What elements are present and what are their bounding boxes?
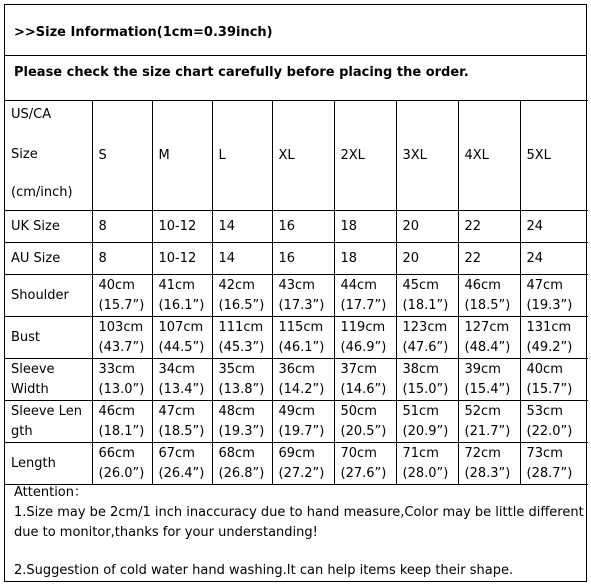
table-cell [396, 317, 458, 359]
cm-value: 127cm [464, 319, 510, 335]
cm-value: 41cm [158, 277, 195, 293]
inch-value: (43.7”) [98, 339, 145, 355]
cm-value: 40cm [526, 361, 563, 377]
row-label: Bust [5, 317, 92, 359]
cm-value: 107cm [158, 319, 204, 335]
row-label-line: Width [11, 381, 49, 397]
inch-value: (18.5”) [464, 297, 511, 313]
table-cell [334, 317, 396, 359]
table-row [5, 317, 588, 359]
table-row [5, 211, 588, 243]
cm-value: 115cm [278, 319, 324, 335]
cm-value: 39cm [464, 361, 501, 377]
unit-label: (cm/inch) [11, 185, 73, 200]
table-cell [458, 359, 520, 401]
cm-value: 45cm [402, 277, 439, 293]
size-2xl: 2XL [334, 101, 396, 211]
inch-value: (17.3”) [278, 297, 325, 313]
table-cell [458, 401, 520, 443]
table-cell [272, 317, 334, 359]
inch-value: (20.5”) [340, 423, 387, 439]
inch-value: (20.9”) [402, 423, 449, 439]
cm-value: 36cm [278, 361, 315, 377]
table-row [5, 359, 588, 401]
table-cell [212, 401, 272, 443]
table-cell [396, 359, 458, 401]
table-cell: 22 [458, 211, 520, 243]
inch-value: (28.7”) [526, 465, 573, 481]
inch-value: (15.7”) [526, 381, 573, 397]
cm-value: 72cm [464, 445, 501, 461]
cm-value: 35cm [218, 361, 255, 377]
table-cell [92, 359, 152, 401]
attention-note-2: 2.Suggestion of cold water hand washing.It can help items keep their shape. [14, 563, 514, 578]
table-cell: 10-12 [152, 211, 212, 243]
size-chart-frame [4, 4, 587, 582]
table-cell [334, 443, 396, 485]
inch-value: (17.7”) [340, 297, 387, 313]
attention-section [14, 483, 584, 581]
inch-value: (26.0”) [98, 465, 145, 481]
inch-value: (27.6”) [340, 465, 387, 481]
table-row [5, 243, 588, 275]
size-header-label [5, 101, 92, 211]
cm-value: 71cm [402, 445, 439, 461]
table-cell [396, 275, 458, 317]
cm-value: 53cm [526, 403, 563, 419]
inch-value: (21.7”) [464, 423, 511, 439]
table-cell [92, 401, 152, 443]
table-cell [272, 275, 334, 317]
size-l: L [212, 101, 272, 211]
size-m: M [152, 101, 212, 211]
inch-value: (19.7”) [278, 423, 325, 439]
cm-value: 68cm [218, 445, 255, 461]
table-cell [396, 443, 458, 485]
inch-value: (47.6”) [402, 339, 449, 355]
table-cell [152, 443, 212, 485]
table-cell [520, 317, 588, 359]
table-cell: 8 [92, 243, 152, 275]
cm-value: 73cm [526, 445, 563, 461]
cm-value: 37cm [340, 361, 377, 377]
size-information-heading: >>Size Information(1cm=0.39inch) [14, 25, 273, 40]
table-cell: 8 [92, 211, 152, 243]
table-cell: 14 [212, 211, 272, 243]
table-cell: 20 [396, 211, 458, 243]
inch-value: (19.3”) [526, 297, 573, 313]
row-label-line: Sleeve [11, 361, 55, 377]
inch-value: (15.7”) [98, 297, 145, 313]
table-cell [458, 317, 520, 359]
row-label [5, 359, 92, 401]
cm-value: 131cm [526, 319, 572, 335]
cm-value: 44cm [340, 277, 377, 293]
inch-value: (18.1”) [402, 297, 449, 313]
inch-value: (44.5”) [158, 339, 205, 355]
cm-value: 103cm [98, 319, 144, 335]
inch-value: (48.4”) [464, 339, 511, 355]
table-cell [212, 317, 272, 359]
table-row [5, 401, 588, 443]
table-cell [212, 359, 272, 401]
cm-value: 42cm [218, 277, 255, 293]
table-cell: 24 [520, 211, 588, 243]
inch-value: (28.0”) [402, 465, 449, 481]
table-row [5, 443, 588, 485]
inch-value: (13.4”) [158, 381, 205, 397]
inch-value: (14.2”) [278, 381, 325, 397]
cm-value: 67cm [158, 445, 195, 461]
table-cell: 24 [520, 243, 588, 275]
check-size-note: Please check the size chart carefully before placing the order. [14, 65, 469, 80]
cm-value: 52cm [464, 403, 501, 419]
row-label-line: gth [11, 423, 33, 439]
cm-value: 69cm [278, 445, 315, 461]
cm-value: 111cm [218, 319, 264, 335]
cm-value: 123cm [402, 319, 448, 335]
table-cell: 22 [458, 243, 520, 275]
row-label: UK Size [5, 211, 92, 243]
attention-title: Attention： [14, 485, 87, 500]
header-divider [5, 55, 586, 56]
cm-value: 34cm [158, 361, 195, 377]
table-cell [334, 359, 396, 401]
cm-value: 66cm [98, 445, 135, 461]
inch-value: (13.8”) [218, 381, 265, 397]
table-cell [152, 359, 212, 401]
inch-value: (45.3”) [218, 339, 265, 355]
table-row [5, 275, 588, 317]
table-cell [272, 443, 334, 485]
table-cell [458, 275, 520, 317]
cm-value: 43cm [278, 277, 315, 293]
cm-value: 33cm [98, 361, 135, 377]
row-label: Shoulder [5, 275, 92, 317]
table-cell: 20 [396, 243, 458, 275]
table-cell: 16 [272, 243, 334, 275]
table-cell [152, 317, 212, 359]
cm-value: 51cm [402, 403, 439, 419]
table-cell: 14 [212, 243, 272, 275]
size-s: S [92, 101, 152, 211]
row-label [5, 401, 92, 443]
table-cell [92, 317, 152, 359]
size-header-row [5, 101, 588, 211]
inch-value: (22.0”) [526, 423, 573, 439]
cm-value: 49cm [278, 403, 315, 419]
cm-value: 70cm [340, 445, 377, 461]
table-cell [212, 275, 272, 317]
inch-value: (16.5”) [218, 297, 265, 313]
size-xl: XL [272, 101, 334, 211]
table-cell: 18 [334, 211, 396, 243]
inch-value: (46.9”) [340, 339, 387, 355]
cm-value: 38cm [402, 361, 439, 377]
inch-value: (18.1”) [98, 423, 145, 439]
table-cell [396, 401, 458, 443]
table-cell [458, 443, 520, 485]
table-cell: 16 [272, 211, 334, 243]
cm-value: 46cm [464, 277, 501, 293]
table-cell [152, 401, 212, 443]
table-cell: 10-12 [152, 243, 212, 275]
table-cell [520, 401, 588, 443]
size-5xl: 5XL [520, 101, 588, 211]
inch-value: (26.4”) [158, 465, 205, 481]
attention-note-1: 1.Size may be 2cm/1 inch inaccuracy due to hand measure,Color may be little different due to monitor,thanks for your understanding! [14, 505, 584, 540]
cm-value: 47cm [526, 277, 563, 293]
cm-value: 47cm [158, 403, 195, 419]
table-cell [92, 443, 152, 485]
table-cell [520, 443, 588, 485]
table-cell [272, 359, 334, 401]
table-cell [520, 275, 588, 317]
cm-value: 50cm [340, 403, 377, 419]
cm-value: 119cm [340, 319, 386, 335]
cm-value: 40cm [98, 277, 135, 293]
inch-value: (15.0”) [402, 381, 449, 397]
inch-value: (18.5”) [158, 423, 205, 439]
inch-value: (14.6”) [340, 381, 387, 397]
table-cell [334, 275, 396, 317]
inch-value: (13.0”) [98, 381, 145, 397]
size-label: Size [11, 147, 38, 162]
size-4xl: 4XL [458, 101, 520, 211]
inch-value: (49.2”) [526, 339, 573, 355]
inch-value: (16.1”) [158, 297, 205, 313]
table-cell [92, 275, 152, 317]
table-cell [272, 401, 334, 443]
inch-value: (19.3”) [218, 423, 265, 439]
row-label: AU Size [5, 243, 92, 275]
table-cell [212, 443, 272, 485]
table-cell [520, 359, 588, 401]
inch-value: (27.2”) [278, 465, 325, 481]
row-label-line: Sleeve Len [11, 403, 82, 419]
table-cell [334, 401, 396, 443]
cm-value: 48cm [218, 403, 255, 419]
table-cell [152, 275, 212, 317]
inch-value: (46.1”) [278, 339, 325, 355]
inch-value: (28.3”) [464, 465, 511, 481]
cm-value: 46cm [98, 403, 135, 419]
size-3xl: 3XL [396, 101, 458, 211]
table-cell: 18 [334, 243, 396, 275]
inch-value: (15.4”) [464, 381, 511, 397]
inch-value: (26.8”) [218, 465, 265, 481]
row-label: Length [5, 443, 92, 485]
size-table [5, 100, 588, 485]
region-label: US/CA [11, 107, 52, 122]
